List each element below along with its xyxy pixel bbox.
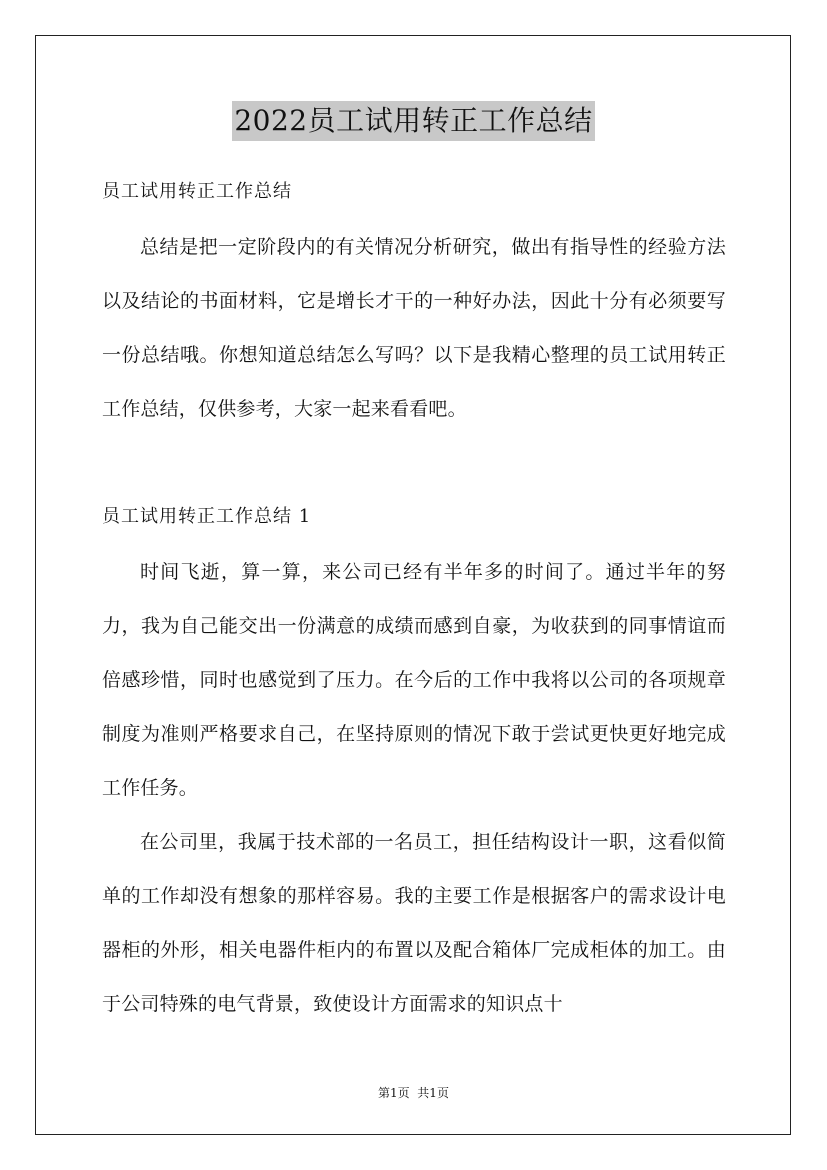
page-footer: 第1页 共1页: [378, 1086, 449, 1100]
section1-paragraph-2: 在公司里，我属于技术部的一名员工，担任结构设计一职，这看似简单的工作却没有想象的那样容易。我的主要工作是根据客户的需求设计电器柜的外形，相关电器件柜内的布置以及配合箱体厂完成柜体的加工。由于公司特殊的电气背景，致使设计方面需求的知识点十: [102, 831, 726, 1015]
section1-paragraph-1: 时间飞逝，算一算，来公司已经有半年多的时间了。通过半年的努力，我为自己能交出一份满意的成绩而感到自豪，为收获到的同事情谊而倍感珍惜，同时也感觉到了压力。在今后的工作中我将以公司的各项规章制度为准则严格要求自己，在坚持原则的情况下敢于尝试更快更好地完成工作任务。: [102, 561, 726, 799]
intro-paragraph: 总结是把一定阶段内的有关情况分析研究，做出有指导性的经验方法以及结论的书面材料，它是增长才干的一种好办法，因此十分有必须要写一份总结哦。你想知道总结怎么写吗？以下是我精心整理的员工试用转正工作总结，仅供参考，大家一起来看看吧。: [102, 236, 726, 420]
section1-heading: 员工试用转正工作总结 1: [102, 506, 312, 527]
intro-heading: 员工试用转正工作总结: [102, 181, 292, 202]
document-title: 2022员工试用转正工作总结: [232, 101, 594, 141]
title-container: [0, 101, 827, 141]
